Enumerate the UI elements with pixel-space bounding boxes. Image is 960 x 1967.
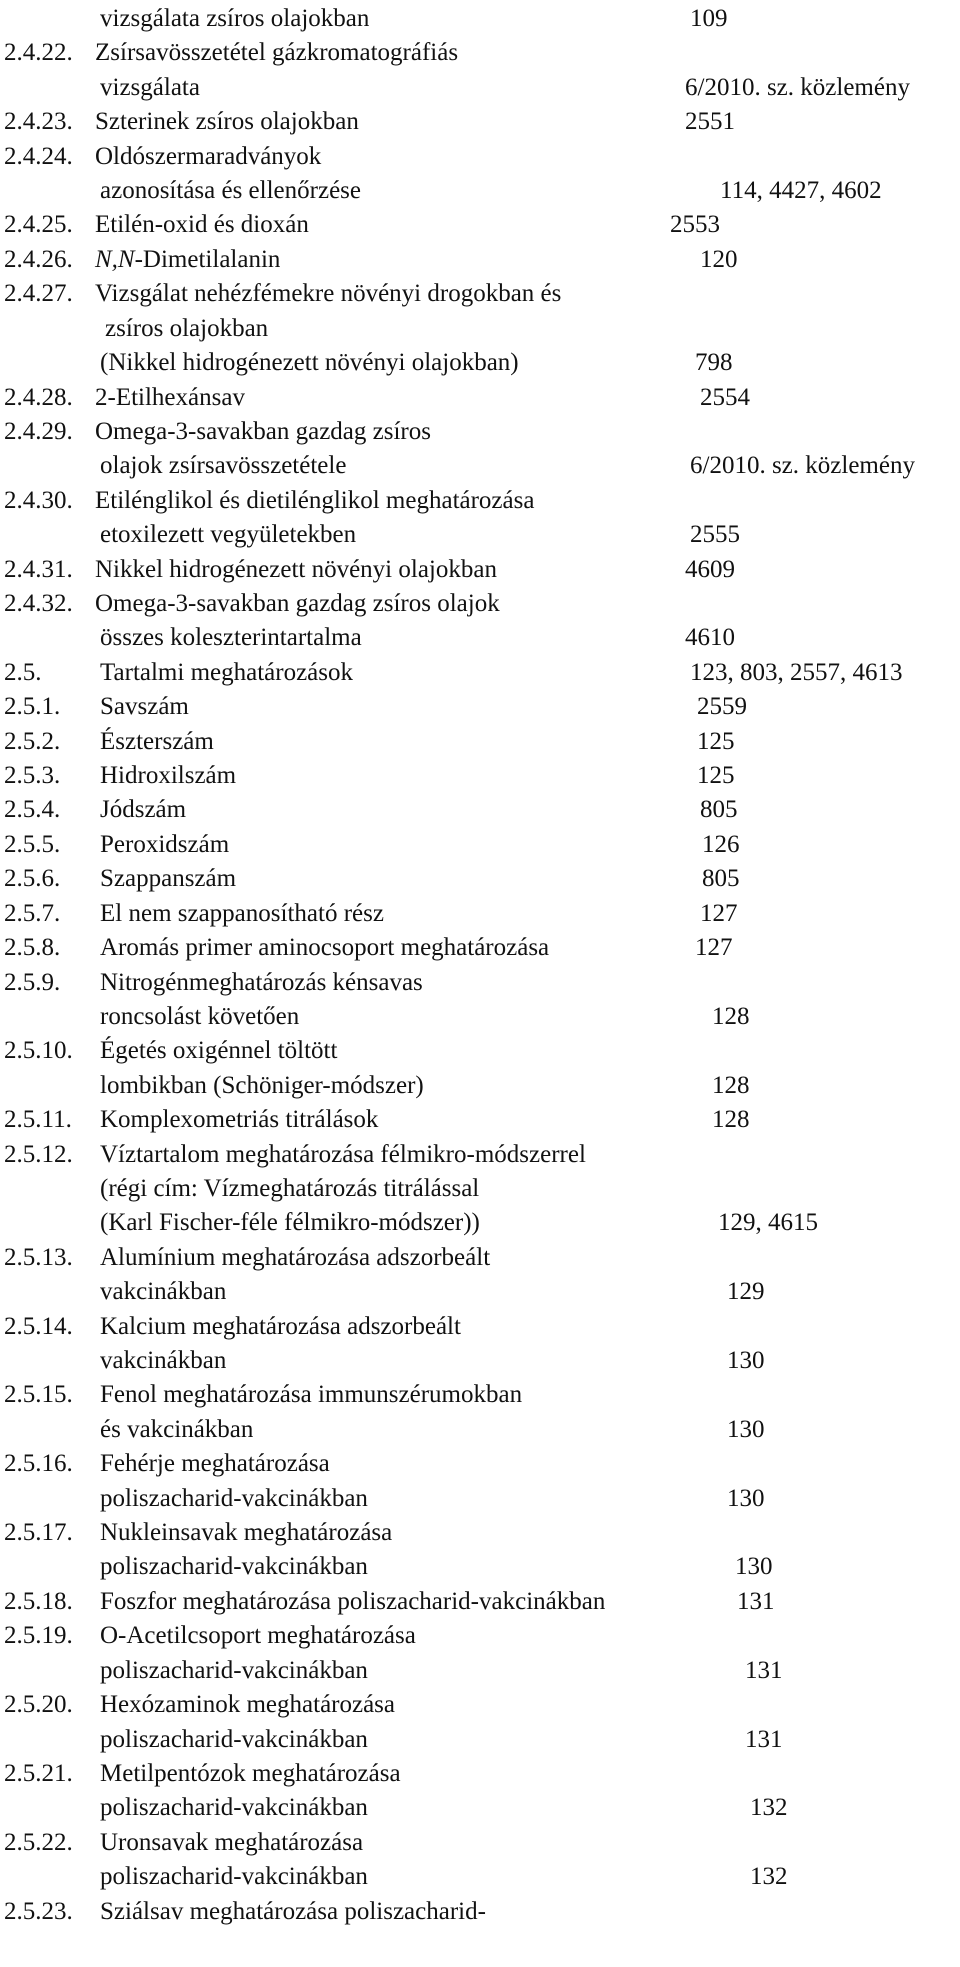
- toc-entry: [0, 1757, 960, 1791]
- toc-entry: [0, 71, 960, 105]
- section-title: Nikkel hidrogénezett növényi olajokban: [95, 555, 497, 583]
- section-title: Savszám: [100, 693, 189, 721]
- toc-entry: [0, 449, 960, 483]
- section-number: 2.5.2.: [4, 727, 61, 755]
- toc-entry: [0, 725, 960, 759]
- section-title: Oldószermaradványok: [95, 142, 322, 170]
- section-title: Észterszám: [100, 727, 214, 755]
- page-reference: 125: [697, 727, 735, 755]
- toc-entry: [0, 587, 960, 621]
- section-title: vizsgálata zsíros olajokban: [100, 5, 370, 32]
- toc-entry: [0, 1275, 960, 1309]
- page-reference: 6/2010. sz. közlemény: [690, 452, 915, 480]
- toc-entry: [0, 1241, 960, 1275]
- section-number: 2.5.4.: [4, 796, 61, 824]
- toc-entry: [0, 1138, 960, 1172]
- page-reference: 123, 803, 2557, 4613: [690, 658, 903, 686]
- section-title: poliszacharid-vakcinákban: [100, 1794, 368, 1822]
- section-number: 2.5.19.: [4, 1622, 73, 1650]
- italic-prefix: N,N: [95, 245, 135, 273]
- section-number: 2.4.32.: [4, 589, 73, 617]
- section-number: 2.4.25.: [4, 211, 73, 239]
- section-title: poliszacharid-vakcinákban: [100, 1863, 368, 1891]
- section-title: (régi cím: Vízmeghatározás titrálással: [100, 1174, 480, 1202]
- toc-entry: [0, 621, 960, 655]
- section-number: 2.5.7.: [4, 899, 61, 927]
- page-reference: 2555: [690, 521, 740, 549]
- section-title: azonosítása és ellenőrzése: [100, 177, 361, 205]
- toc-entry: [0, 518, 960, 552]
- page-reference: 4609: [685, 555, 735, 583]
- section-title: (Karl Fischer-féle félmikro-módszer)): [100, 1209, 480, 1237]
- section-title: Etilén-oxid és dioxán: [95, 211, 309, 239]
- page-reference: 128: [712, 1106, 750, 1134]
- toc-entry: [0, 759, 960, 793]
- section-title: Vizsgálat nehézfémekre növényi drogokban és: [95, 280, 562, 308]
- section-title: Szappanszám: [100, 865, 237, 893]
- page-reference: 127: [700, 899, 738, 927]
- section-title: Nukleinsavak meghatározása: [100, 1519, 393, 1547]
- section-title: Sziálsav meghatározása poliszacharid-: [100, 1897, 486, 1925]
- toc-entry: [0, 140, 960, 174]
- page-reference: 129: [727, 1278, 765, 1306]
- toc-entry: [0, 346, 960, 380]
- section-title: Etilénglikol és dietilénglikol meghatározása: [95, 486, 535, 514]
- toc-entry: [0, 828, 960, 862]
- page-reference: 2554: [700, 383, 750, 411]
- section-number: 2.5.3.: [4, 762, 61, 790]
- section-title: Metilpentózok meghatározása: [100, 1759, 401, 1787]
- page-reference: 120: [700, 245, 738, 273]
- page-reference: 798: [695, 349, 733, 377]
- page-reference: 127: [695, 934, 733, 962]
- section-number: 2.4.26.: [4, 245, 73, 273]
- toc-entry: [0, 1206, 960, 1240]
- section-title: vakcinákban: [100, 1347, 227, 1375]
- section-title: El nem szappanosítható rész: [100, 899, 384, 927]
- section-number: 2.5.6.: [4, 865, 61, 893]
- page-reference: 130: [727, 1347, 765, 1375]
- page-reference: 805: [702, 865, 740, 893]
- toc-entry: [0, 897, 960, 931]
- section-title: és vakcinákban: [100, 1415, 254, 1443]
- toc-entry: [0, 484, 960, 518]
- toc-entry: [0, 1034, 960, 1068]
- toc-entry: [0, 1860, 960, 1894]
- section-number: 2.5.21.: [4, 1759, 73, 1787]
- section-number: 2.5.10.: [4, 1037, 73, 1065]
- toc-entry: [0, 1654, 960, 1688]
- page-reference: 130: [727, 1415, 765, 1443]
- toc-entry: [0, 1791, 960, 1825]
- section-title: Kalcium meghatározása adszorbeált: [100, 1312, 461, 1340]
- toc-entry: [0, 1619, 960, 1653]
- section-title: poliszacharid-vakcinákban: [100, 1725, 368, 1753]
- page-reference: 131: [737, 1587, 775, 1615]
- toc-entry: [0, 1344, 960, 1378]
- toc-entry: [0, 1172, 960, 1206]
- section-title: poliszacharid-vakcinákban: [100, 1553, 368, 1581]
- toc-entry: [0, 793, 960, 827]
- section-number: 2.5.15.: [4, 1381, 73, 1409]
- page-reference: 128: [712, 1002, 750, 1030]
- section-number: 2.5.18.: [4, 1587, 73, 1615]
- section-number: 2.5.5.: [4, 830, 61, 858]
- section-title: zsíros olajokban: [105, 314, 269, 342]
- section-number: 2.5.23.: [4, 1897, 73, 1925]
- toc-entry: [0, 36, 960, 70]
- section-title: vizsgálata: [100, 73, 200, 101]
- section-title: [95, 243, 280, 277]
- toc-entry: [0, 1516, 960, 1550]
- toc-entry: [0, 277, 960, 311]
- section-title: összes koleszterintartalma: [100, 624, 362, 652]
- toc-entry: [0, 931, 960, 965]
- toc-entry: [0, 1723, 960, 1757]
- toc-entry: [0, 243, 960, 277]
- section-title: Uronsavak meghatározása: [100, 1828, 364, 1856]
- toc-entry: [0, 174, 960, 208]
- section-title: etoxilezett vegyületekben: [100, 521, 357, 549]
- section-title: roncsolást követően: [100, 1002, 300, 1030]
- section-number: 2.4.30.: [4, 486, 73, 514]
- toc-entry: [0, 1550, 960, 1584]
- section-title: Víztartalom meghatározása félmikro-módszerrel: [100, 1140, 586, 1168]
- toc-entry: [0, 105, 960, 139]
- section-number: 2.5.9.: [4, 968, 61, 996]
- page-reference: 2551: [685, 108, 735, 136]
- section-number: 2.5.22.: [4, 1828, 73, 1856]
- toc-entry: [0, 1585, 960, 1619]
- section-title: Aromás primer aminocsoport meghatározása: [100, 934, 550, 962]
- page-reference: 132: [750, 1794, 788, 1822]
- toc-entry: [0, 1378, 960, 1412]
- section-number: 2.4.28.: [4, 383, 73, 411]
- section-title: Tartalmi meghatározások: [100, 658, 354, 686]
- section-title: Jódszám: [100, 796, 187, 824]
- section-number: 2.4.24.: [4, 142, 73, 170]
- toc-entry: [0, 1826, 960, 1860]
- section-title: 2-Etilhexánsav: [95, 383, 245, 411]
- section-title: poliszacharid-vakcinákban: [100, 1484, 368, 1512]
- section-title: olajok zsírsavösszetétele: [100, 452, 347, 480]
- section-title: Omega-3-savakban gazdag zsíros olajok: [95, 589, 500, 617]
- page-reference: 130: [735, 1553, 773, 1581]
- page-reference: 109: [690, 5, 728, 32]
- toc-entry: [0, 862, 960, 896]
- page-reference: 129, 4615: [718, 1209, 818, 1237]
- section-title: O-Acetilcsoport meghatározása: [100, 1622, 416, 1650]
- section-title: vakcinákban: [100, 1278, 227, 1306]
- section-title: Szterinek zsíros olajokban: [95, 108, 359, 136]
- section-title: Omega-3-savakban gazdag zsíros: [95, 417, 431, 445]
- toc-entry: [0, 1482, 960, 1516]
- page-reference: 4610: [685, 624, 735, 652]
- section-number: 2.5.12.: [4, 1140, 73, 1168]
- section-number: 2.5.17.: [4, 1519, 73, 1547]
- page-reference: 125: [697, 762, 735, 790]
- toc-entry: [0, 553, 960, 587]
- toc-entry: [0, 381, 960, 415]
- toc-entry: [0, 1000, 960, 1034]
- page-reference: 2553: [670, 211, 720, 239]
- toc-entry: [0, 1688, 960, 1722]
- toc-entry: [0, 1895, 960, 1929]
- page-reference: 131: [745, 1656, 783, 1684]
- toc-entry: [0, 2, 960, 36]
- section-title: lombikban (Schöniger-módszer): [100, 1071, 424, 1099]
- section-title: Alumínium meghatározása adszorbeált: [100, 1243, 491, 1271]
- section-number: 2.4.29.: [4, 417, 73, 445]
- section-number: 2.5.20.: [4, 1691, 73, 1719]
- toc-entry: [0, 415, 960, 449]
- page-reference: 114, 4427, 4602: [720, 177, 882, 205]
- page-reference: 126: [702, 830, 740, 858]
- section-title: Nitrogénmeghatározás kénsavas: [100, 968, 423, 996]
- toc-entry: [0, 1447, 960, 1481]
- page-reference: 805: [700, 796, 738, 824]
- section-number: 2.4.22.: [4, 39, 73, 67]
- section-number: 2.4.31.: [4, 555, 73, 583]
- section-title: Fehérje meghatározása: [100, 1450, 330, 1478]
- page-reference: 132: [750, 1863, 788, 1891]
- section-title: Fenol meghatározása immunszérumokban: [100, 1381, 523, 1409]
- section-number: 2.5.13.: [4, 1243, 73, 1271]
- section-title: (Nikkel hidrogénezett növényi olajokban): [100, 349, 519, 377]
- section-title: Zsírsavösszetétel gázkromatográfiás: [95, 39, 459, 67]
- section-number: 2.4.23.: [4, 108, 73, 136]
- section-number: 2.4.27.: [4, 280, 73, 308]
- toc-entry: [0, 1310, 960, 1344]
- section-number: 2.5.16.: [4, 1450, 73, 1478]
- section-number: 2.5.1.: [4, 693, 61, 721]
- section-title: Hidroxilszám: [100, 762, 237, 790]
- section-number: 2.5.: [4, 658, 42, 686]
- section-title: Komplexometriás titrálások: [100, 1106, 379, 1134]
- toc-entry: [0, 690, 960, 724]
- toc-entry: [0, 1413, 960, 1447]
- section-number: 2.5.11.: [4, 1106, 72, 1134]
- page-reference: 6/2010. sz. közlemény: [685, 73, 910, 101]
- toc-entry: [0, 312, 960, 346]
- toc-entry: [0, 1069, 960, 1103]
- page-reference: 131: [745, 1725, 783, 1753]
- section-number: 2.5.8.: [4, 934, 61, 962]
- section-title: Peroxidszám: [100, 830, 230, 858]
- section-number: 2.5.14.: [4, 1312, 73, 1340]
- section-title: Égetés oxigénnel töltött: [100, 1037, 338, 1065]
- toc-entry: [0, 966, 960, 1000]
- page-reference: 2559: [697, 693, 747, 721]
- toc-entry: [0, 656, 960, 690]
- section-title-rest: -Dimetilalanin: [134, 245, 281, 273]
- page-reference: 130: [727, 1484, 765, 1512]
- toc-entry: [0, 1103, 960, 1137]
- section-title: poliszacharid-vakcinákban: [100, 1656, 368, 1684]
- section-title: Hexózaminok meghatározása: [100, 1691, 396, 1719]
- toc-entry: [0, 208, 960, 242]
- section-title: Foszfor meghatározása poliszacharid-vakcinákban: [100, 1587, 606, 1615]
- page-reference: 128: [712, 1071, 750, 1099]
